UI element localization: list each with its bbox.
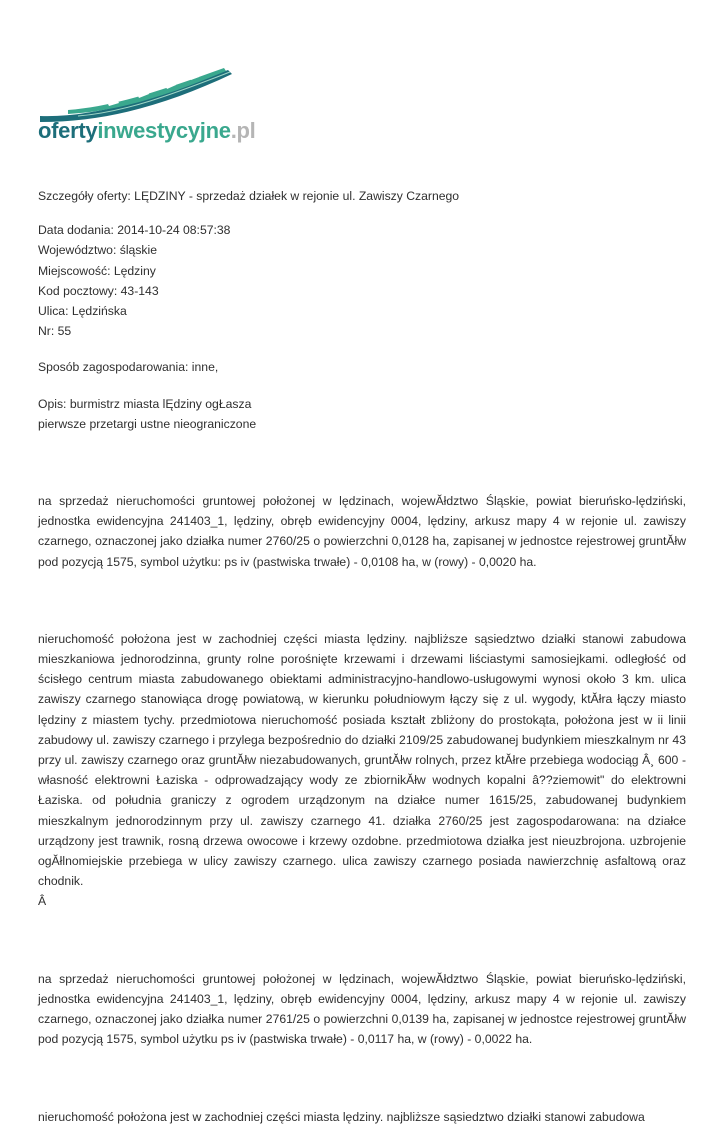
- paragraph-location-2760: nieruchomość położona jest w zachodniej części miasta lędziny. najbliższe sąsiedztwo działki stanowi zabudowa mieszkaniowa jednorodzinna, grunty rolne porośnięte krzewami i drzewami liściastymi samosiejkami. odległość od ścisłego centrum miasta zabudowanego obiektami administracyjno-handlowo-usługowymi wynosi około 3 km. ulica zawiszy czarnego stanowiąca drogę powiatową, w kierunku południowym łączy się z ul. wygody, ktĂłra łączy miasto lędziny z miastem tychy. przedmiotowa nieruchomość posiada kształt zbliżony do prostokąta, położona jest w ii linii zabudowy ul. zawiszy czarnego i przylega bezpośrednio do działki 2109/25 zabudowanej budynkiem mieszkalnym nr 43 przy ul. zawiszy czarnego oraz gruntĂłw niezabudowanych, gruntĂłw rolnych, przez ktĂłre przebiega wodociąg Â¸ 600 - własność elektrowni Łaziska - odprowadzający wody ze zbiornikĂłw wodnych kopalni â??ziemowit" do elektrowni Łaziska. od południa graniczy z ogrodem urządzonym na działce numer 1615/25, zabudowanej budynkiem mieszkalnym jednorodzinnym przy ul. zawiszy czarnego 41. działka 2760/25 jest zagospodarowana: na działce urządzony jest trawnik, rosną drzewa owocowe i krzewy ozdobne. przedmiotowa działka jest nieuzbrojona. uzbrojenie ogĂłlnomiejskie przebiega w ulicy zawiszy czarnego. ulica zawiszy czarnego posiada nawierzchnię asfaltową oraz chodnik.: [38, 631, 686, 889]
- usage-type: Sposób zagospodarowania: inne,: [38, 360, 219, 375]
- offer-title: Szczegóły oferty: LĘDZINY - sprzedaż działek w rejonie ul. Zawiszy Czarnego: [38, 189, 460, 203]
- paragraph-plot-2761: na sprzedaż nieruchomości gruntowej położonej w lędzinach, wojewĂłdztwo Śląskie, powiat bieruńsko-lędziński, jednostka ewidencyjna 241403_1, lędziny, obręb ewidencyjny 0004, lędziny, arkusz mapy 4 w rejonie ul. zawiszy czarnego, oznaczonej jako działka numer 2761/25 o powierzchni 0,0139 ha, zapisanej w jednostce rejestrowej gruntĂłw pod pozycją 1575, symbol użytku ps iv (pastwiska trwałe) - 0,0117 ha, w (rowy) - 0,0022 ha.: [38, 971, 686, 1047]
- paragraph-plot-2760: na sprzedaż nieruchomości gruntowej położonej w lędzinach, wojewĂłdztwo Śląskie, powiat bieruńsko-lędziński, jednostka ewidencyjna 241403_1, lędziny, obręb ewidencyjny 0004, lędziny, arkusz mapy 4 w rejonie ul. zawiszy czarnego, oznaczonej jako działka numer 2760/25 o powierzchni 0,0128 ha, zapisanej w jednostce rejestrowej gruntĂłw pod pozycją 1575, symbol użytku: ps iv (pastwiska trwałe) - 0,0108 ha, w (rowy) - 0,0020 ha.: [38, 494, 686, 569]
- city: Miejscowość: Lędziny: [38, 263, 156, 278]
- logo-wordmark: [38, 118, 255, 144]
- offer-content: [38, 186, 686, 1127]
- voivodeship: Województwo: śląskie: [38, 243, 157, 258]
- road-logo-icon: [38, 66, 238, 122]
- description-line-2: pierwsze przetargi ustne nieograniczone: [38, 416, 257, 431]
- logo-part-3: .pl: [230, 118, 256, 143]
- logo-part-2: inwestycyjne: [97, 118, 231, 143]
- postal-code: Kod pocztowy: 43-143: [38, 283, 159, 298]
- paragraph-tail: Â: [38, 894, 47, 909]
- paragraph-location-2761: nieruchomość położona jest w zachodniej części miasta lędziny. najbliższe sąsiedztwo działki stanowi zabudowa: [38, 1109, 645, 1124]
- street: Ulica: Lędzińska: [38, 304, 127, 319]
- description-line-1: Opis: burmistrz miasta lĘdziny ogŁasza: [38, 396, 252, 411]
- street-number: Nr: 55: [38, 324, 72, 339]
- date-added: Data dodania: 2014-10-24 08:57:38: [38, 223, 231, 238]
- logo-part-1: oferty: [38, 118, 98, 143]
- site-logo[interactable]: [38, 66, 256, 148]
